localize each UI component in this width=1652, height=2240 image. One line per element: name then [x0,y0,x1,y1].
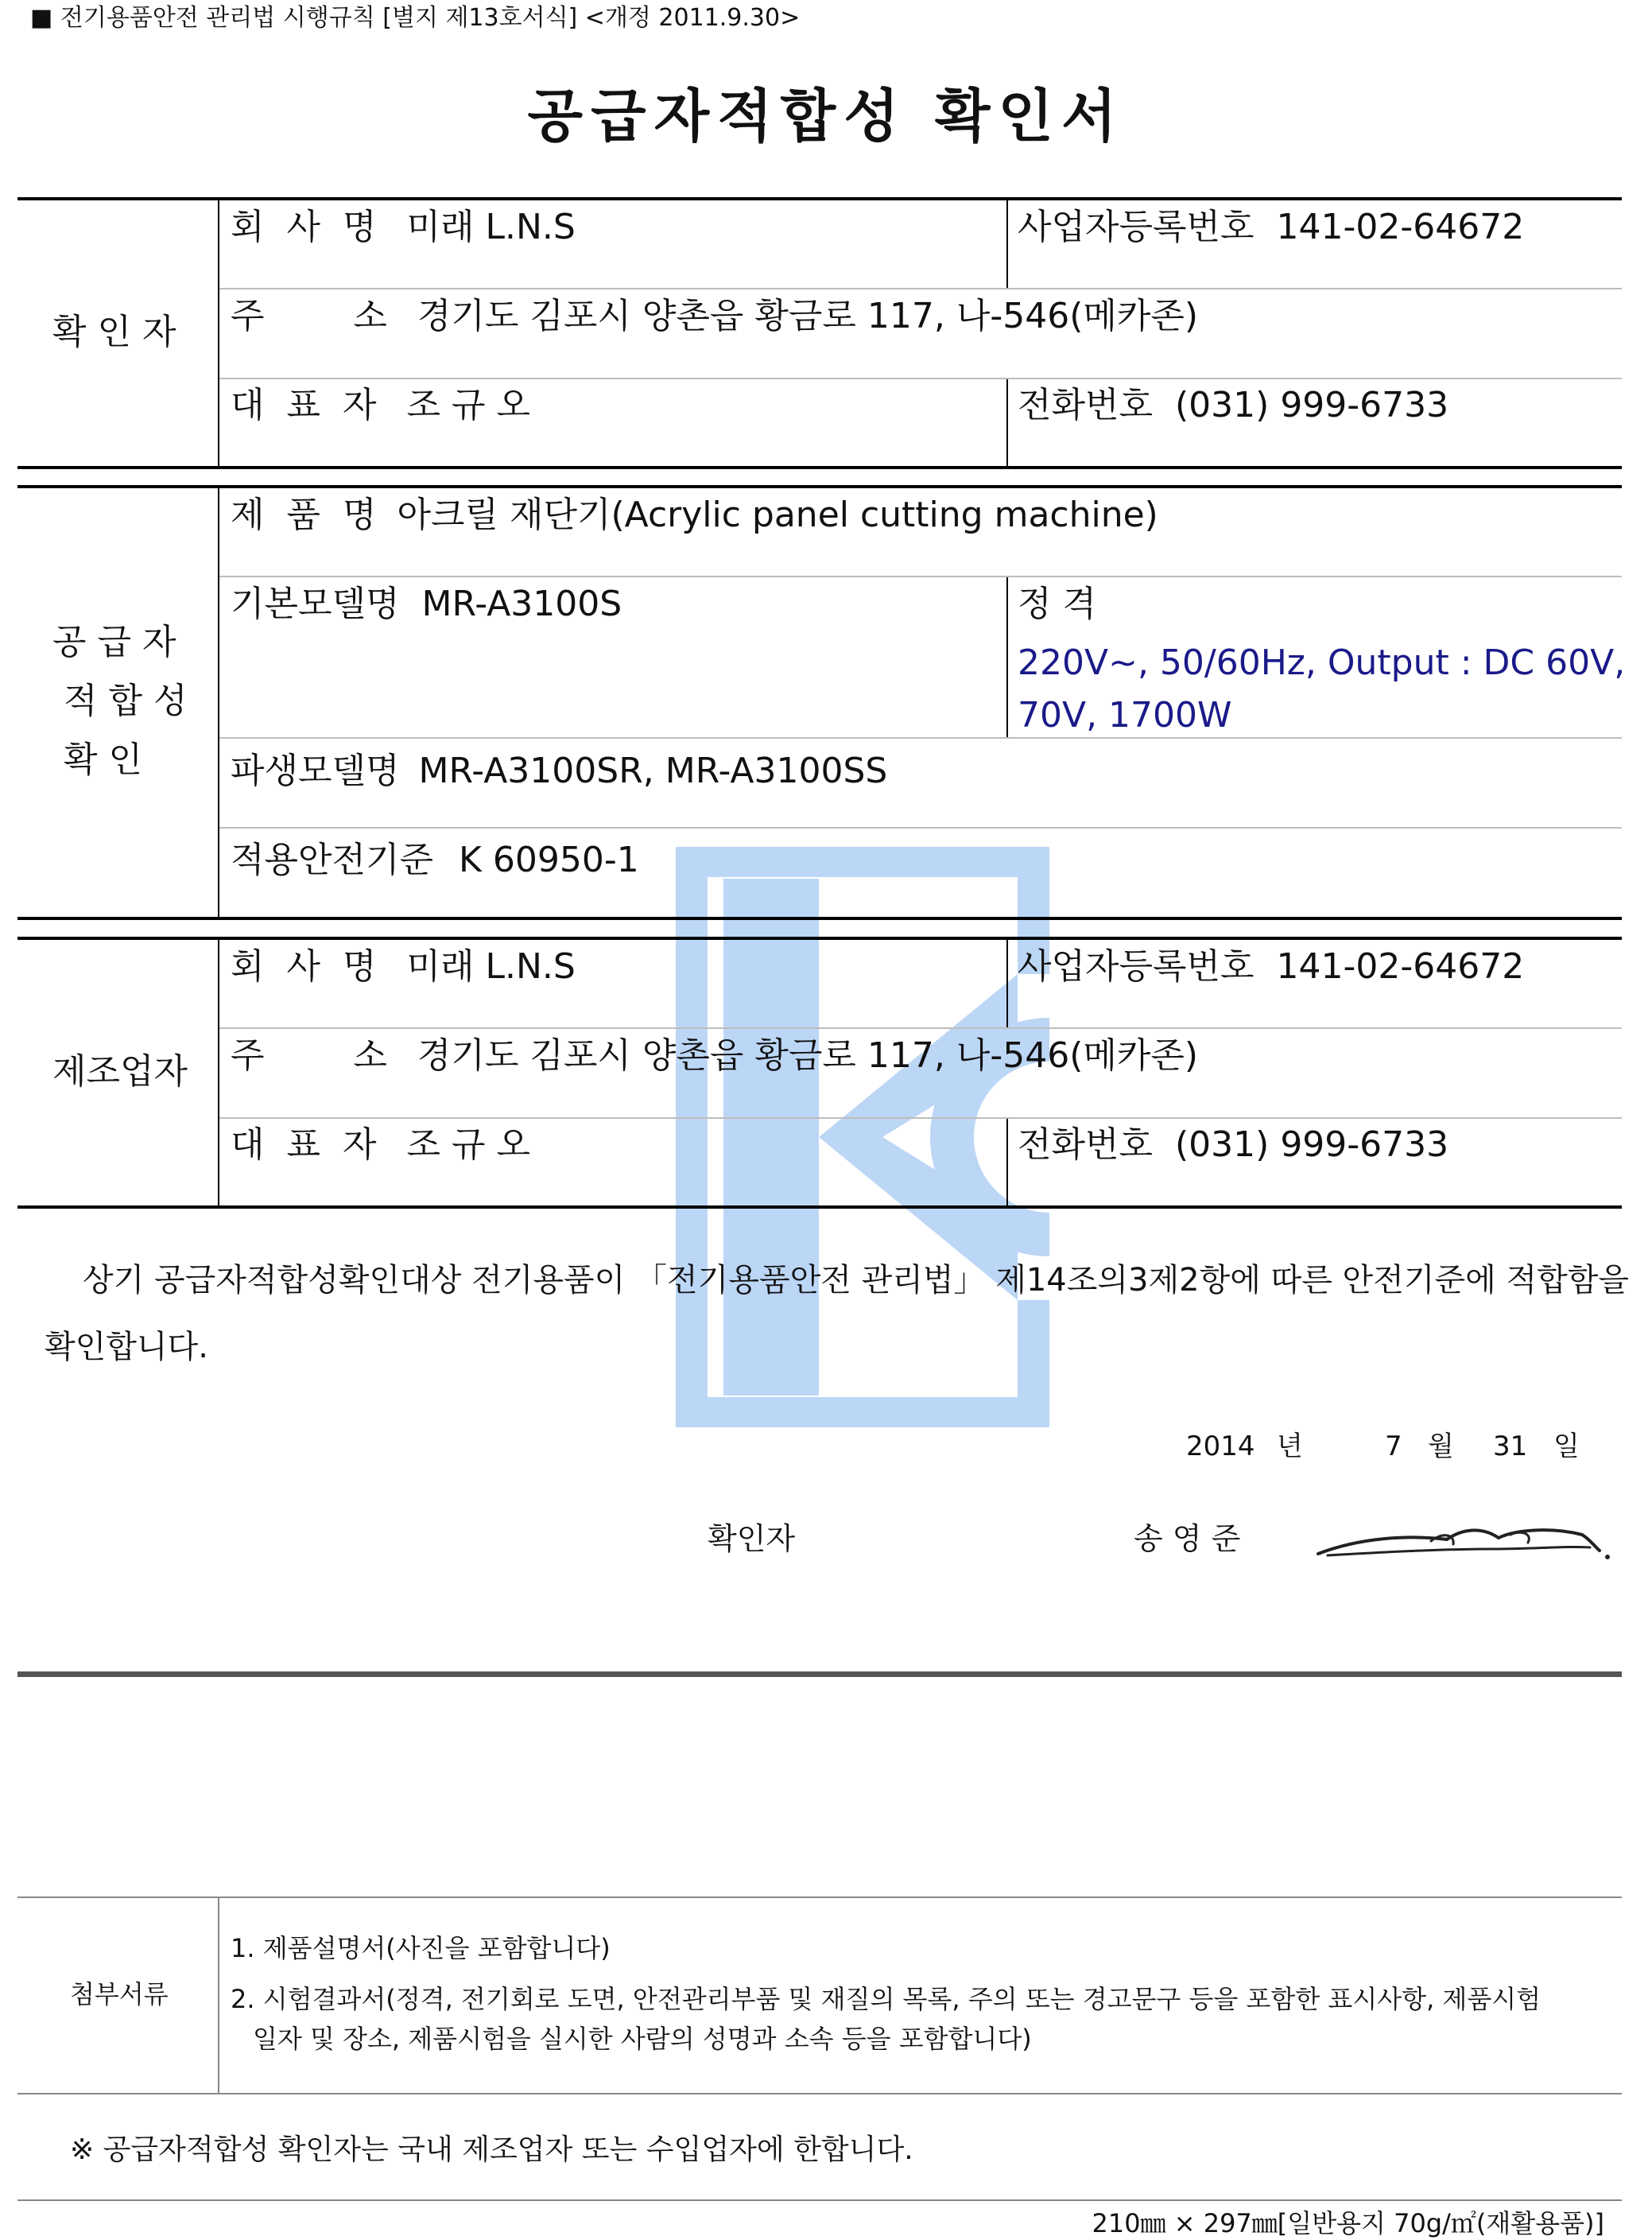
attachments-label: 첨부서류 [70,1979,169,2009]
product-name-label: 제 품 명 [231,495,377,535]
product-derived-label: 파생모델명 [231,751,400,791]
attachment-item-2-line2: 일자 및 장소, 제품시험을 실시한 사람의 성명과 소속 등을 포함합니다) [253,2024,1032,2054]
confirmer-bizno-label: 사업자등록번호 [1018,207,1255,247]
section1-label-divider [218,199,219,468]
statement-line2: 확인합니다. [45,1329,208,1365]
section3-col-divider-2 [1006,1118,1008,1207]
confirmer-phone-label: 전화번호 [1018,385,1154,425]
product-name-value: 아크릴 재단기(Acrylic panel cutting machine) [397,495,1158,535]
section1-bottom-border [17,466,1622,469]
manufacturer-rep-label: 대 표 자 [231,1124,377,1165]
product-section-label-3: 확 인 [64,740,142,780]
manufacturer-address-row [231,1035,1199,1076]
signature-section-divider [17,1671,1622,1677]
confirmer-company-row [231,207,576,247]
confirmer-rep-label: 대 표 자 [231,385,377,425]
date-month: 7 [1385,1431,1402,1462]
statement-line1: 상기 공급자적합성확인대상 전기용품이 「전기용품안전 관리법」 제14조의3제2항에 따른 안전기준에 적합함을 [83,1262,1630,1299]
eligibility-note: ※ 공급자적합성 확인자는 국내 제조업자 또는 수입업자에 한합니다. [70,2133,913,2166]
paper-spec: 210㎜ × 297㎜[일반용지 70g/㎡(재활용품)] [1092,2208,1604,2238]
product-section-label-1: 공 급 자 [52,622,176,662]
confirmer-address-row [231,296,1199,336]
product-model-row [231,584,622,624]
product-standard-label: 적용안전기준 [231,840,434,880]
section1-row-line-2 [219,378,1622,379]
date-year: 2014 [1186,1431,1255,1462]
product-model-value: MR-A3100S [421,584,622,624]
section2-row-line-3 [219,827,1622,829]
product-name-row [231,495,1158,535]
product-rating-line1: 220V~, 50/60Hz, Output : DC 60V, [1018,642,1626,683]
bullet-icon: ■ [30,4,53,32]
confirmer-bizno-row [1018,207,1525,247]
manufacturer-rep-row [231,1124,530,1165]
manufacturer-bizno-value: 141-02-64672 [1276,946,1525,987]
product-rating-line2: 70V, 1700W [1018,695,1232,736]
product-derived-row [231,751,888,791]
product-standard-row [231,840,639,880]
section3-row-line-1 [219,1027,1622,1029]
section1-col-divider-1 [1006,199,1008,288]
signer-role-label: 확인자 [708,1521,796,1556]
manufacturer-company-value: 미래 L.N.S [406,946,576,987]
manufacturer-phone-value: (031) 999-6733 [1175,1124,1449,1165]
confirmer-phone-row [1018,385,1449,425]
section3-row-line-2 [219,1117,1622,1119]
product-rating-label: 정 격 [1018,584,1096,624]
section3-label-divider [218,938,219,1207]
section1-top-border [17,197,1622,200]
confirmer-rep-row [231,385,530,425]
form-reference-text: 전기용품안전 관리법 시행규칙 [별지 제13호서식] <개정 2011.9.30> [60,4,801,32]
section3-top-border [17,937,1622,940]
product-derived-value: MR-A3100SR, MR-A3100SS [418,751,888,791]
date-year-unit: 년 [1277,1431,1303,1462]
manufacturer-rep-value: 조 규 오 [406,1124,530,1165]
attachments-bottom-border [17,2093,1622,2094]
form-reference [30,6,800,30]
date-day: 31 [1493,1431,1528,1462]
date-day-unit: 일 [1553,1431,1580,1462]
confirmer-bizno-value: 141-02-64672 [1276,207,1525,247]
signature-mark-icon [1312,1511,1614,1566]
section2-top-border [17,485,1622,488]
confirmer-phone-value: (031) 999-6733 [1175,385,1449,425]
confirmer-address-value: 경기도 김포시 양촌읍 황금로 117, 나-546(메카존) [417,296,1199,336]
attachments-label-divider [218,1898,219,2094]
manufacturer-bizno-row [1018,946,1525,987]
manufacturer-address-value: 경기도 김포시 양촌읍 황금로 117, 나-546(메카존) [417,1035,1199,1076]
section2-label-divider [218,487,219,919]
attachment-item-1: 1. 제품설명서(사진을 포함합니다) [231,1933,611,1963]
attachments-top-border [17,1896,1622,1898]
manufacturer-company-row [231,946,576,987]
manufacturer-section-label: 제조업자 [52,1051,188,1092]
kc-watermark [676,847,1049,1427]
section1-col-divider-2 [1006,379,1008,468]
attachment-item-2-line1: 2. 시험결과서(정격, 전기회로 도면, 안전관리부품 및 재질의 목록, 주의 또는 경고문구 등을 포함한 표시사항, 제품시험 [231,1984,1541,2014]
confirmer-company-value: 미래 L.N.S [406,207,576,247]
section3-bottom-border [17,1205,1622,1209]
document-title: 공급자적합성 확인서 [527,83,1125,149]
signer-name: 송 영 준 [1134,1521,1241,1556]
manufacturer-phone-row [1018,1124,1449,1165]
section2-bottom-border [17,917,1622,920]
section3-col-divider-1 [1006,938,1008,1027]
confirmer-address-label: 주 소 [231,296,387,336]
confirmer-company-label: 회 사 명 [231,207,377,247]
manufacturer-company-label: 회 사 명 [231,946,377,987]
footer-top-border [17,2199,1622,2201]
product-section-label-2: 적 합 성 [64,681,188,721]
section2-row-line-2 [219,737,1622,739]
manufacturer-phone-label: 전화번호 [1018,1124,1154,1165]
section1-row-line-1 [219,288,1622,289]
manufacturer-address-label: 주 소 [231,1035,387,1076]
confirmer-section-label: 확 인 자 [52,312,176,352]
section2-col-divider [1006,576,1008,738]
confirmer-rep-value: 조 규 오 [406,385,530,425]
product-standard-value: K 60950-1 [459,840,639,880]
date-month-unit: 월 [1428,1431,1454,1462]
section2-row-line-1 [219,576,1622,577]
product-model-label: 기본모델명 [231,584,400,624]
manufacturer-bizno-label: 사업자등록번호 [1018,946,1255,987]
